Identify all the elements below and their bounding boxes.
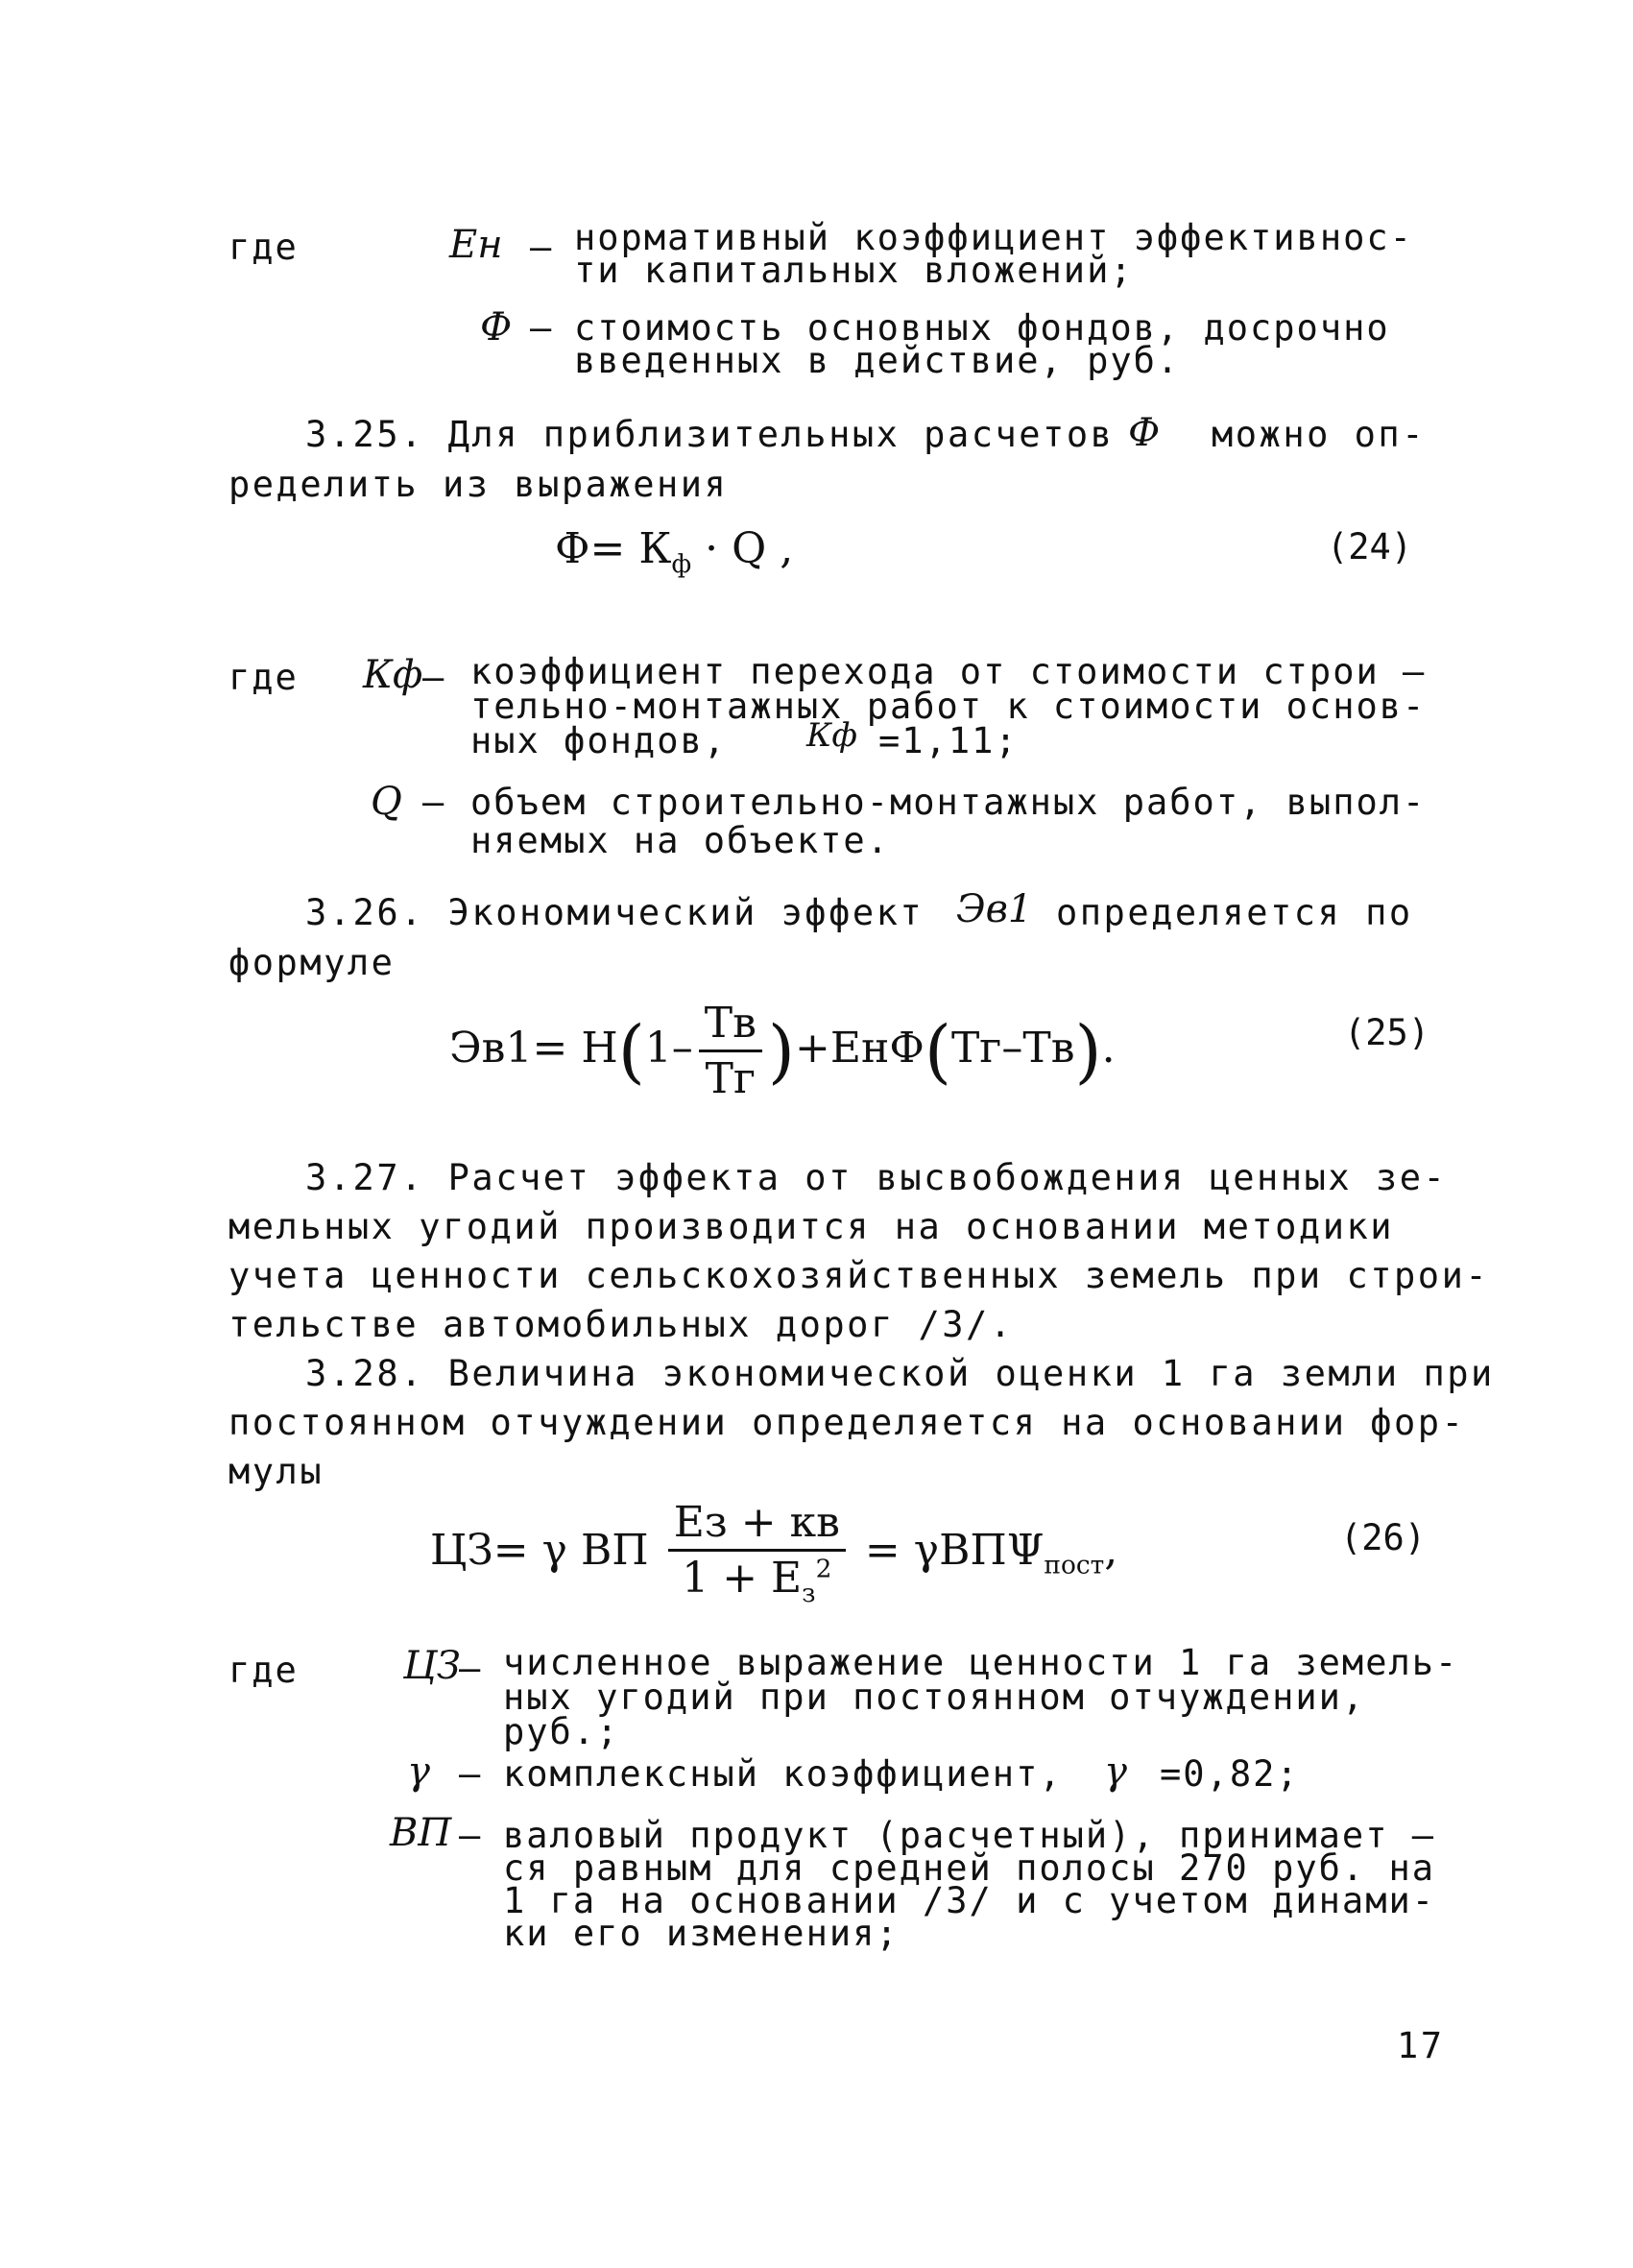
definition-cz-line1: численное выражение ценности 1 га земель- (503, 1642, 1459, 1683)
formula-26: ЦЗ= γ ВП $\frac{Ез + кв}{1 + Е_з^2}$ = γВПΨ$_{пост}$, (430, 1498, 1118, 1608)
definition-q-line1: объем строительно-монтажных работ, выпол- (470, 782, 1427, 823)
definition-vp-line3: 1 га на основании /3/ и с учетом динами- (503, 1880, 1436, 1921)
symbol-gamma: γ (407, 1749, 430, 1794)
equation-number-26: (26) (1340, 1517, 1427, 1558)
where-label: где (228, 227, 299, 268)
definition-vp-line1: валовый продукт (расчетный), принимает – (503, 1815, 1436, 1856)
paragraph-3-25-line1-end: можно оп- (1212, 414, 1426, 455)
page-number: 17 (1397, 2025, 1445, 2066)
dash: – (459, 1753, 483, 1795)
dash: – (422, 657, 446, 698)
definition-phi-line2: введенных в действие, руб. (574, 340, 1181, 381)
dash: – (459, 1815, 483, 1856)
definition-vp-line2: ся равным для средней полосы 270 руб. на (503, 1847, 1436, 1889)
paragraph-3-28-line3: мулы (228, 1451, 324, 1492)
symbol-phi-inline: Ф (1128, 411, 1161, 455)
symbol-en: Ен (449, 223, 503, 267)
definition-en-line2: ти капитальных вложений; (574, 250, 1134, 291)
paragraph-3-25-line2: ределить из выражения (228, 464, 729, 505)
definition-phi-line1: стоимость основных фондов, досрочно (574, 307, 1390, 349)
definition-cz-line2: ных угодий при постоянном отчуждении, (503, 1677, 1366, 1718)
paragraph-3-26-line1-start: 3.26. Экономический эффект (305, 892, 925, 933)
definition-kphi-line2: тельно-монтажных работ к стоимости основ- (470, 686, 1427, 727)
formula-24-lhs: Ф (555, 524, 590, 573)
paragraph-3-26-line1-end: определяется по (1056, 892, 1413, 933)
formula-25: Эв1= Н(1– $\frac{Тв}{Тг}$ )+ЕнФ(Тг–Тв). (449, 999, 1116, 1103)
definition-kphi-line3: ных фондов, (470, 720, 728, 761)
definition-q-line2: няемых на объекте. (470, 820, 890, 861)
paragraph-3-28-line1: 3.28. Величина экономической оценки 1 га земли при (305, 1353, 1495, 1394)
symbol-cz: ЦЗ (403, 1644, 461, 1688)
definition-en-line1: нормативный коэффициент эффективнос- (574, 217, 1413, 258)
symbol-vp: ВП (390, 1811, 452, 1855)
symbol-kphi: Кф (363, 653, 423, 697)
definition-gamma-line1: комплексный коэффициент, (503, 1753, 1063, 1795)
symbol-q: Q (371, 780, 402, 824)
dash: – (530, 227, 554, 268)
paragraph-3-28-line2: постоянном отчуждении определяется на основании фор- (228, 1402, 1466, 1443)
dash: – (530, 307, 554, 349)
where-label: где (228, 1650, 299, 1691)
gamma-value: =0,82; (1160, 1753, 1300, 1795)
definition-kphi-line1: коэффициент перехода от стоимости строи – (470, 651, 1427, 692)
definition-cz-line3: руб.; (503, 1711, 620, 1752)
formula-24: $Ф= К_ф \cdot Q$ , (555, 524, 794, 579)
symbol-kphi-inline: Кф (806, 716, 857, 755)
paragraph-3-25-line1-start: 3.25. Для приблизительных расчетов (305, 414, 1115, 455)
paragraph-3-27-line4: тельстве автомобильных дорог /3/. (228, 1304, 1014, 1345)
paragraph-3-26-line2: формуле (228, 942, 396, 983)
symbol-gamma-inline: γ (1104, 1749, 1127, 1794)
paragraph-3-27-line1: 3.27. Расчет эффекта от высвобождения ценных зе- (305, 1157, 1448, 1198)
equation-number-25: (25) (1344, 1012, 1430, 1053)
symbol-ev1-inline: Эв1 (956, 887, 1033, 931)
symbol-phi: Ф (480, 305, 513, 350)
equation-number-24: (24) (1327, 526, 1413, 567)
kphi-value: =1,11; (878, 720, 1019, 761)
dash: – (459, 1648, 483, 1689)
where-label: где (228, 657, 299, 698)
definition-vp-line4: ки его изменения; (503, 1913, 900, 1954)
paragraph-3-27-line3: учета ценности сельскохозяйственных земель при строи- (228, 1255, 1490, 1296)
dash: – (422, 782, 446, 823)
paragraph-3-27-line2: мельных угодий производится на основании методики (228, 1206, 1395, 1247)
